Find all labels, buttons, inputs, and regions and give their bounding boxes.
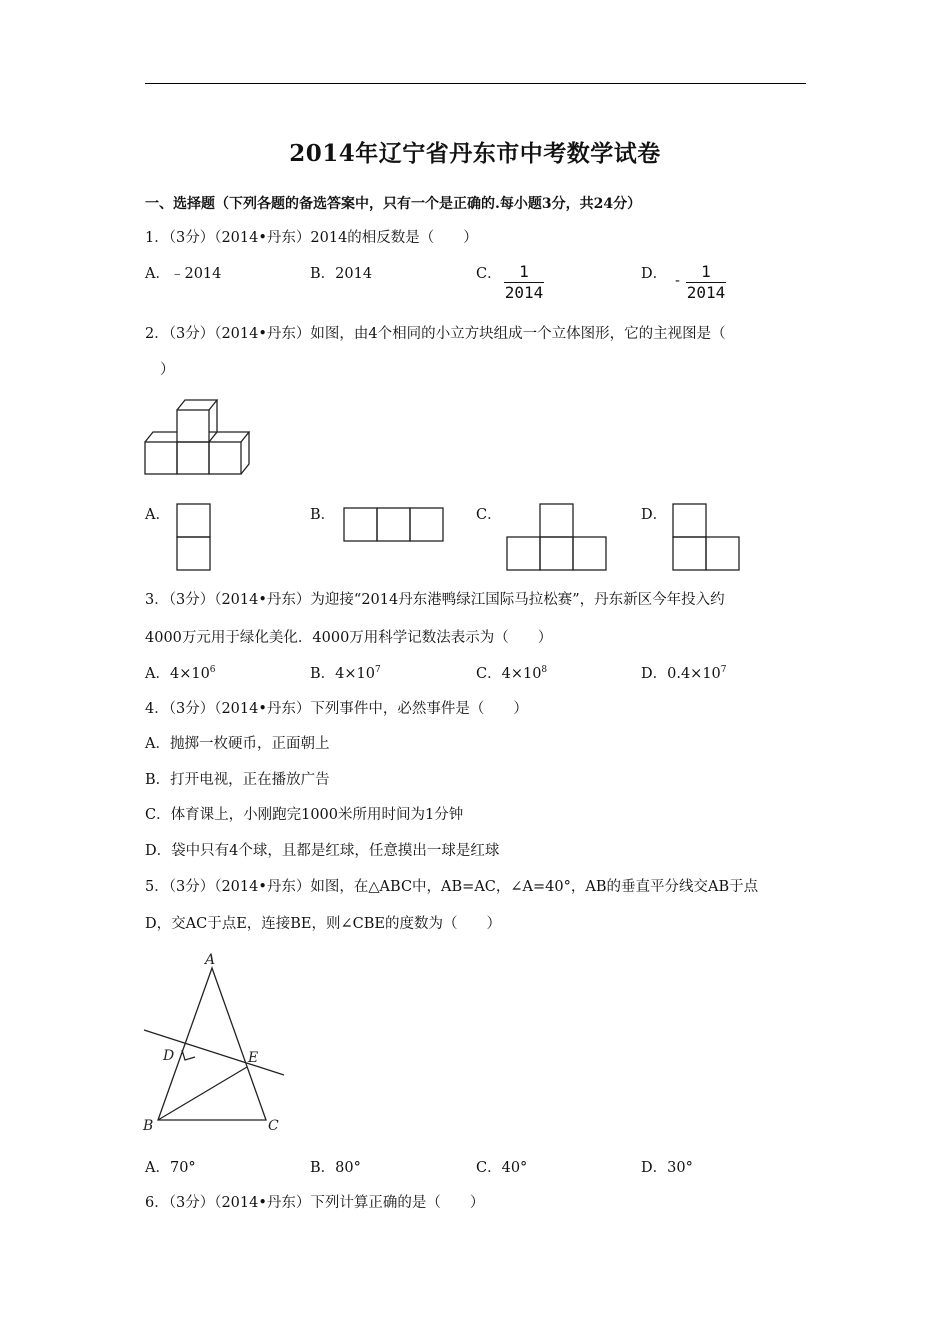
q2-option-d: D． [641,507,668,523]
q2-option-b-figure [343,507,445,545]
q1-option-d-fraction [686,262,726,306]
q3-stem-line1: 3．（3分）（2014•丹东）为迎接“2014丹东港鸭绿江国际马拉松赛”，丹东新区今年投入约 [145,592,725,608]
q4-option-c: C．体育课上，小刚跑完1000米所用时间为1分钟 [145,807,464,823]
q2-cube-figure [140,395,260,480]
q4-stem: 4．（3分）（2014•丹东）下列事件中，必然事件是（ ） [145,701,528,717]
q3-option-a [145,662,216,683]
q1-option-c: C． [476,266,502,282]
q5-stem-line2: D，交AC于点E，连接BE，则∠CBE的度数为（ ） [145,916,501,932]
q3-option-a-exponent: 6 [209,665,216,676]
q2-stem-line2: ） [160,362,175,378]
q6-stem: 6．（3分）（2014•丹东）下列计算正确的是（ ） [145,1195,485,1211]
right-angle-mark [182,1050,195,1060]
q5-option-c: C．40° [476,1160,528,1176]
q1-option-c-fraction [504,262,544,306]
header-rule [145,83,806,84]
label-d: D [163,1048,175,1064]
q3-stem-line2: 4000万元用于绿化美化．4000万用科学记数法表示为（ ） [145,630,553,646]
q5-triangle-figure [138,948,298,1138]
fraction-numerator: 1 [519,262,529,281]
q1-option-b: B．2014 [310,266,373,282]
fraction-numerator: 1 [701,262,711,281]
q5-stem-line1: 5．（3分）（2014•丹东）如图，在△ABC中，AB=AC，∠A=40°，AB的垂直平分线交AB于点 [145,879,759,895]
q5-option-d: D．30° [641,1160,693,1176]
q4-option-d: D．袋中只有4个球，且都是红球，任意摸出一球是红球 [145,843,500,859]
q3-option-b-base: B．4×10 [310,666,375,682]
q2-option-a: A． [145,507,170,523]
q1-option-d: D． [641,266,668,282]
q2-stem-line1: 2．（3分）（2014•丹东）如图，由4个相同的小立方块组成一个立体图形，它的主视图是（ [145,326,726,342]
label-c: C [268,1118,279,1134]
q2-option-d-figure [672,503,742,571]
q3-option-d-exponent: 7 [720,665,727,676]
segment-be [158,1067,247,1120]
q1-option-a: A．﹣2014 [145,266,222,282]
q2-option-c-figure [506,503,608,571]
section-heading: 一、选择题（下列各题的备选答案中，只有一个是正确的.每小题3分，共24分） [145,196,642,212]
q3-option-b [310,662,381,683]
q1-stem: 1．（3分）（2014•丹东）2014的相反数是（ ） [145,230,478,246]
page-title: 2014年辽宁省丹东市中考数学试卷 [289,140,661,167]
q5-option-a: A．70° [145,1160,196,1176]
q5-option-b: B．80° [310,1160,361,1176]
fraction-denominator: 2014 [686,283,726,302]
q1-option-d-sign: - [675,273,680,289]
q3-option-a-base: A．4×10 [145,666,210,682]
q3-option-d-base: D．0.4×10 [641,666,721,682]
q3-option-c-exponent: 8 [541,665,548,676]
q2-option-a-figure [175,503,213,571]
label-b: B [143,1118,154,1134]
fraction-denominator: 2014 [504,283,544,302]
q3-option-b-exponent: 7 [374,665,381,676]
triangle-abc [158,968,266,1120]
label-e: E [248,1050,259,1066]
q4-option-a: A．抛掷一枚硬币，正面朝上 [145,736,330,752]
q3-option-c-base: C．4×10 [476,666,542,682]
q2-option-b: B． [310,507,336,523]
label-a: A [205,952,216,968]
q2-option-c: C． [476,507,502,523]
q3-option-d [641,662,727,683]
q4-option-b: B．打开电视，正在播放广告 [145,772,330,788]
q3-option-c [476,662,547,683]
